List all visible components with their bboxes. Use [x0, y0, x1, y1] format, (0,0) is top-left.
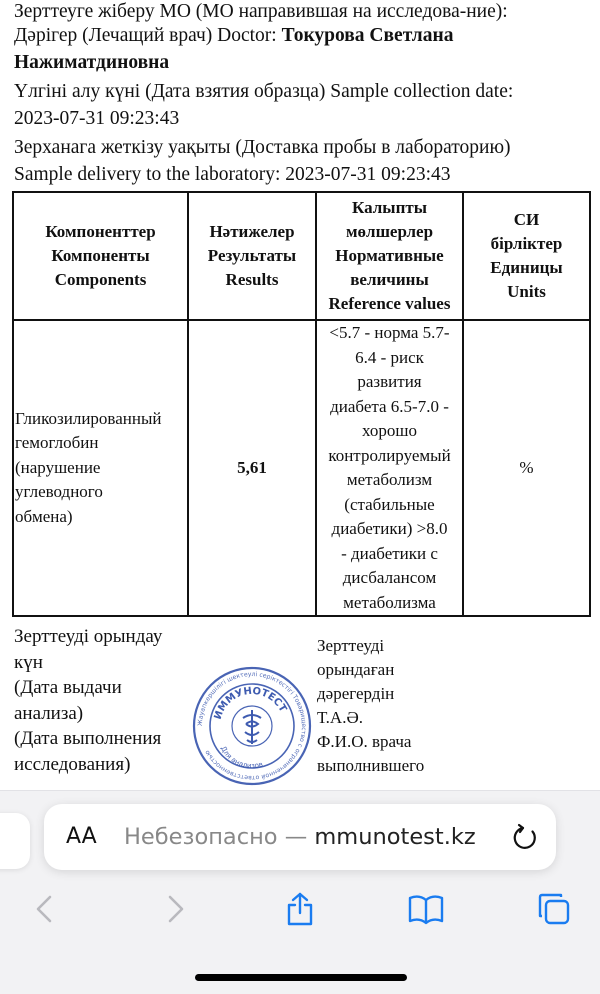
executing-doctor-label: Зерттеуді орындаған дәрегердін Т.А.Ә. Ф.И.О. врача выполнившего	[317, 636, 425, 775]
chevron-left-icon[interactable]	[28, 891, 64, 927]
unit-cell: %	[463, 320, 590, 616]
svg-text:Жауапкершілігі шектеулі серікт: Жауапкершілігі шектеулі серіктестігі Товарищество с ограниченной ответственностью	[196, 670, 308, 782]
delivery-label: Зерханага жеткізу уақыты (Доставка пробы в лабораторию)	[14, 137, 511, 158]
browser-toolbar	[0, 790, 600, 994]
svg-text:Для анализов: Для анализов	[218, 744, 264, 771]
delivery-line: Sample delivery to the laboratory: 2023-07-31 09:23:43	[14, 164, 451, 185]
clinic-stamp	[191, 662, 313, 790]
url-domain: mmunotest.kz	[314, 824, 476, 850]
chevron-right-icon[interactable]	[158, 891, 194, 927]
table-row	[13, 320, 590, 616]
collection-date-value: 2023-07-31 09:23:43	[14, 108, 180, 129]
security-warning: Небезопасно —	[124, 824, 315, 850]
referral-line: Зерттеуге жіберу МО (МО направившая на исследова-ние):	[14, 1, 508, 22]
url-text[interactable]	[124, 824, 476, 850]
header-reference-values: Калыпты мөлшерлер Нормативные величины Reference values	[316, 192, 463, 320]
share-icon[interactable]	[282, 891, 318, 927]
header-results: Нәтижелер Результаты Results	[188, 192, 316, 320]
book-icon[interactable]	[408, 891, 444, 927]
doctor-line	[14, 24, 594, 48]
component-name-cell: Гликозилированный гемоглобин (нарушение углеводного обмена)	[13, 320, 188, 616]
result-value-cell: 5,61	[188, 320, 316, 616]
table-header-row	[13, 192, 590, 320]
home-indicator[interactable]	[195, 974, 407, 981]
reference-values-cell: <5.7 - норма 5.7- 6.4 - риск развития диабета 6.5-7.0 - хорошо контролируемый метаболизм (стабильные диабетики) >8.0 - диабетики с дисбалансом метаболизма	[316, 320, 463, 616]
address-bar[interactable]	[44, 804, 556, 870]
collection-date-label: Үлгіні алу күні (Дата взятия образца) Sample collection date:	[14, 81, 514, 102]
header-components: Компоненттер Компоненты Components	[13, 192, 188, 320]
reload-icon[interactable]	[510, 822, 540, 852]
results-table	[12, 191, 591, 617]
doctor-label: Дәрігер (Лечащий врач) Doctor:	[14, 25, 282, 46]
header-units: СИ бірліктер Единицы Units	[463, 192, 590, 320]
previous-tab-preview[interactable]	[0, 813, 30, 869]
svg-text:ИММУНОТЕСТ: ИММУНОТЕСТ	[212, 685, 289, 721]
tabs-icon[interactable]	[536, 891, 572, 927]
doctor-name-second: Нажиматдиновна	[14, 52, 170, 73]
execution-date-label: Зерттеуді орындау күн (Дата выдачи анализа) (Дата выполнения исследования)	[14, 626, 163, 775]
reader-aa-button[interactable]: AA	[66, 824, 97, 849]
doctor-name-first: Токурова Светлана	[281, 25, 454, 46]
